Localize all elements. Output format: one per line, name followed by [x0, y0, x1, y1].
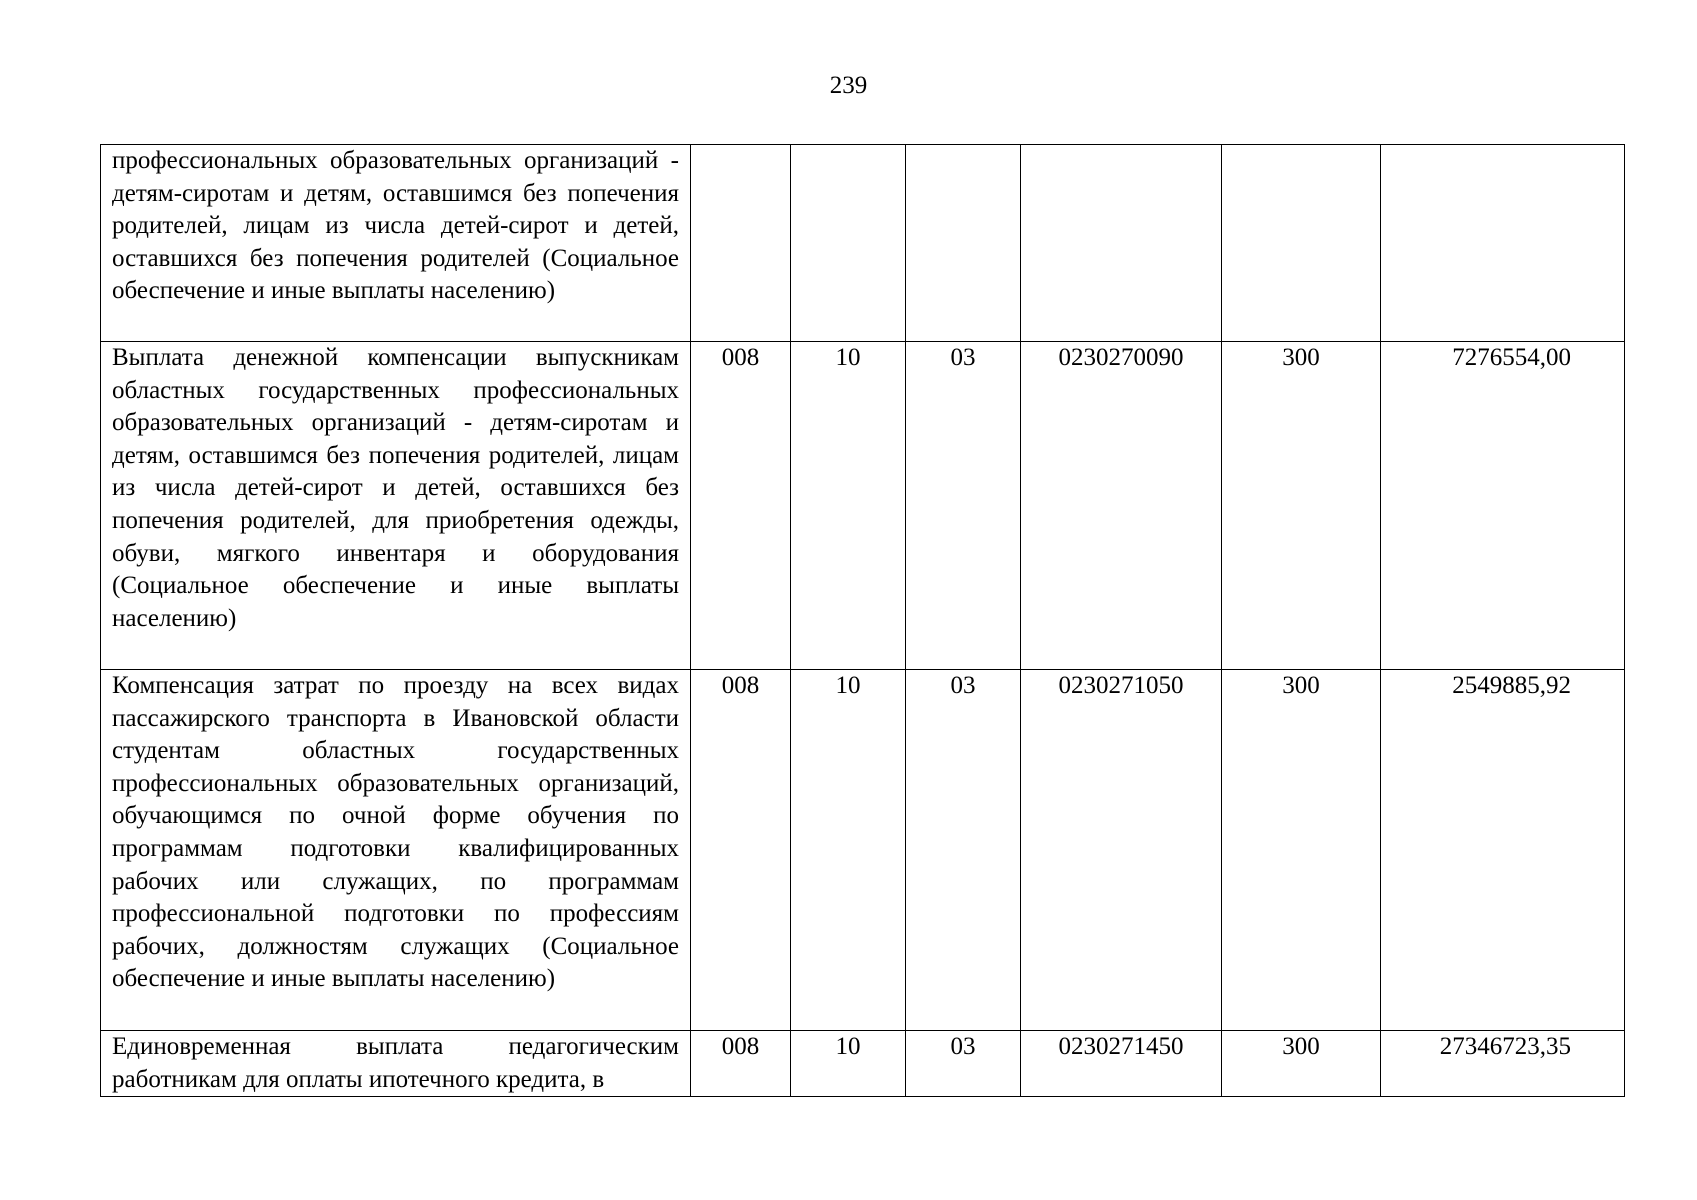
target-article-code [1021, 145, 1222, 342]
budget-table [100, 144, 1625, 1097]
expense-type-code [1222, 145, 1381, 342]
table-row [101, 670, 1625, 1031]
amount: 2549885,92 [1381, 670, 1625, 1031]
amount [1381, 145, 1625, 342]
table-row [101, 1031, 1625, 1097]
section-code [791, 145, 906, 342]
subsection-code: 03 [906, 670, 1021, 1031]
row-description: Единовременная выплата педагогическим работникам для оплаты ипотечного кредита, в [101, 1031, 691, 1097]
subsection-code: 03 [906, 342, 1021, 670]
target-article-code: 0230271450 [1021, 1031, 1222, 1097]
subsection-code [906, 145, 1021, 342]
ministry-code: 008 [691, 1031, 791, 1097]
ministry-code: 008 [691, 342, 791, 670]
amount: 27346723,35 [1381, 1031, 1625, 1097]
row-description: профессиональных образовательных организаций - детям-сиротам и детям, оставшимся без попечения родителей, лицам из числа детей-сирот и детей, оставшихся без попечения родителей (Социальное обеспечение и иные выплаты населению) [101, 145, 691, 342]
ministry-code [691, 145, 791, 342]
section-code: 10 [791, 342, 906, 670]
table-row [101, 342, 1625, 670]
expense-type-code: 300 [1222, 670, 1381, 1031]
amount: 7276554,00 [1381, 342, 1625, 670]
subsection-code: 03 [906, 1031, 1021, 1097]
section-code: 10 [791, 1031, 906, 1097]
target-article-code: 0230271050 [1021, 670, 1222, 1031]
row-description: Компенсация затрат по проезду на всех видах пассажирского транспорта в Ивановской области студентам областных государственных профессиональных образовательных организаций, обучающимся по очной форме обучения по программам подготовки квалифицированных рабочих или служащих, по программам профессиональной подготовки по профессиям рабочих, должностям служащих (Социальное обеспечение и иные выплаты населению) [101, 670, 691, 1031]
row-description: Выплата денежной компенсации выпускникам областных государственных профессиональных образовательных организаций - детям-сиротам и детям, оставшимся без попечения родителей, лицам из числа детей-сирот и детей, оставшихся без попечения родителей, для приобретения одежды, обуви, мягкого инвентаря и оборудования (Социальное обеспечение и иные выплаты населению) [101, 342, 691, 670]
expense-type-code: 300 [1222, 1031, 1381, 1097]
expense-type-code: 300 [1222, 342, 1381, 670]
target-article-code: 0230270090 [1021, 342, 1222, 670]
section-code: 10 [791, 670, 906, 1031]
table-row [101, 145, 1625, 342]
page-number: 239 [829, 72, 868, 99]
ministry-code: 008 [691, 670, 791, 1031]
